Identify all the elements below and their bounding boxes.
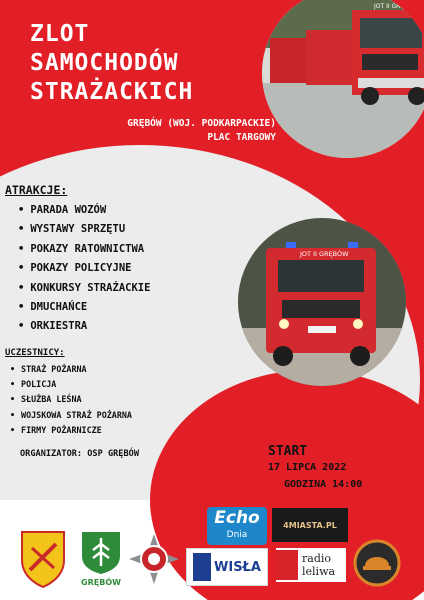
title-line: STRAŻACKICH [30,79,194,105]
fire-brigade-cross-icon [127,532,181,586]
echo-dnia-logo [207,507,267,545]
truck-plate-text: JOT II GRĘBÓW [300,250,349,258]
fire-truck-road-illustration [238,218,406,386]
grebow-emblem-icon [80,530,122,574]
organizer-text: ORGANIZATOR: OSP GRĘBÓW [20,449,139,459]
radio-logo-top: radio [302,552,331,565]
list-item: • KONKURSY STRAŻACKIE [18,279,150,298]
list-item: • POLICJA [10,377,132,392]
4miasta-logo-text: 4MIASTA.PL [283,520,337,530]
helmet-badge-icon [353,538,401,588]
participants-heading: UCZESTNICY: [5,348,65,358]
list-item: • POKAZY POLICYJNE [18,259,150,278]
list-item: • ORKIESTRA [18,317,150,336]
list-item: • WOJSKOWA STRAŻ POŻARNA [10,408,132,423]
list-item: • FIRMY POŻARNICZE [10,423,132,438]
start-time: GODZINA 14:00 [284,479,363,490]
grebow-logo-text: GRĘBÓW [81,578,121,587]
grebow-logo [80,530,122,587]
radio-leliwa-logo [276,548,346,582]
participants-list [10,362,132,438]
echo-logo-main: Echo [214,508,260,528]
fire-trucks-illustration [262,0,424,158]
title-line: ZLOT [30,21,90,47]
4miasta-logo [272,508,348,542]
wisla-mark-icon [193,553,211,581]
start-date: 17 LIPCA 2022 [268,462,347,473]
list-item: • POKAZY RATOWNICTWA [18,240,150,259]
attractions-list [18,201,150,337]
start-label: START [268,444,308,459]
attractions-heading: ATRAKCJE: [5,183,68,197]
radio-mark-icon [276,550,298,580]
list-item: • SŁUŻBA LEŚNA [10,392,132,407]
radio-logo-bottom: leliwa [302,565,336,578]
wisla-logo-text: WISŁA [214,559,261,575]
echo-logo-sub: Dnia [226,530,248,540]
truck-plate-text: JOT II GRĘBÓW [374,3,419,10]
start-info [268,444,362,493]
list-item: • DMUCHAŃCE [18,298,150,317]
list-item: • STRAŻ POŻARNA [10,362,132,377]
title-line: SAMOCHODÓW [30,50,179,76]
location-town: GRĘBÓW (WOJ. PODKARPACKIE) [127,118,276,129]
list-item: • PARADA WOZÓW [18,201,150,220]
list-item: • WYSTAWY SPRZĘTU [18,220,150,239]
fire-truck-road-photo [238,218,406,386]
wisla-logo [186,548,268,586]
event-location [127,117,276,145]
poster-title [30,20,193,107]
location-place: PLAC TARGOWY [207,132,276,143]
coat-of-arms-icon [20,530,66,588]
fire-trucks-photo [262,0,424,158]
